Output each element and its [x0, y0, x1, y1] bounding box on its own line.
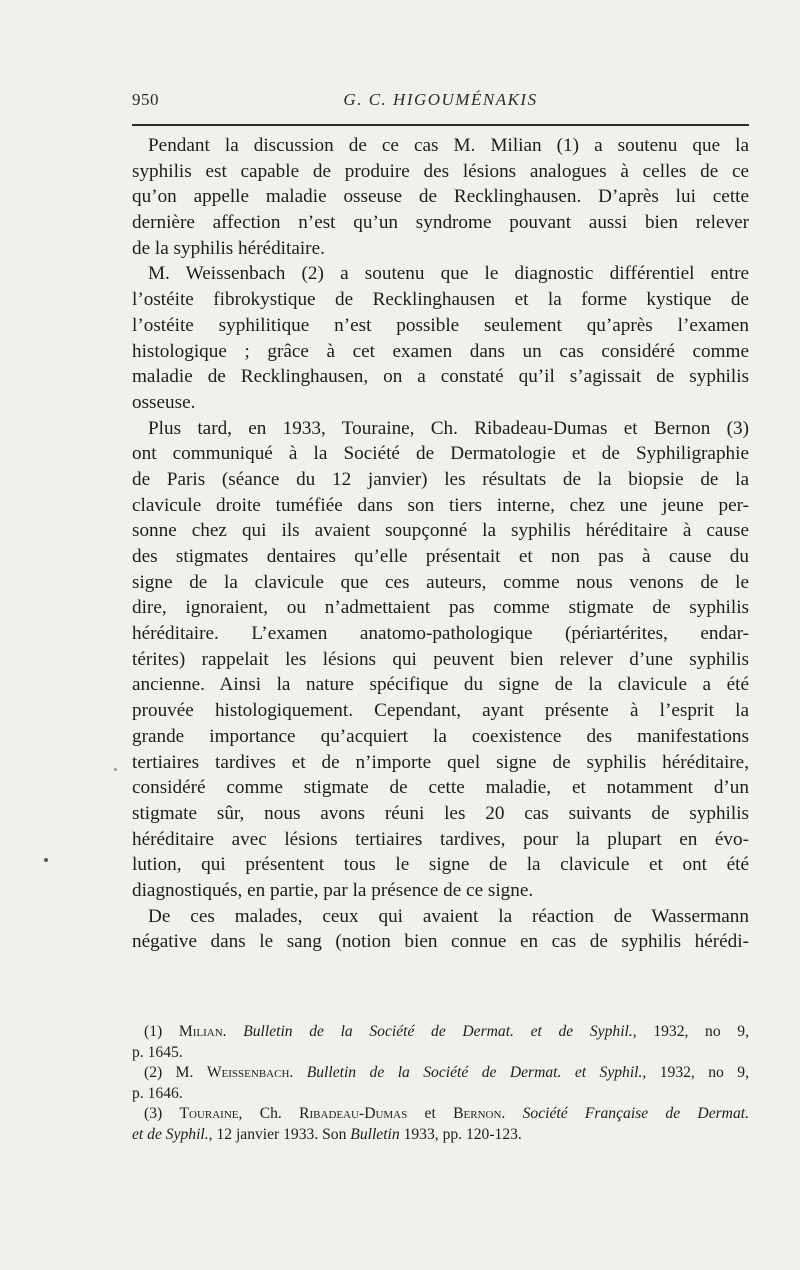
body-line: diagnostiqués, en partie, par la présence de ce signe.	[132, 879, 534, 901]
body-line: tertiaires tardives et de n’importe quel signe de syphilis héréditaire,	[132, 751, 749, 773]
footnote-details: et	[424, 1105, 436, 1122]
body-line: Pendant la discussion de ce cas M. Milian (1) a soutenu que la	[148, 135, 749, 156]
footnote-title: Bulletin de la Société de Dermat. et Syphil.	[306, 1064, 643, 1081]
running-head: G. C. HIGOUMÉNAKIS	[343, 90, 538, 109]
body-line: Plus tard, en 1933, Touraine, Ch. Ribadeau-Dumas et Bernon (3)	[148, 417, 749, 439]
body-line: héréditaire. L’examen anatomo-pathologique (périartérites, endar-	[132, 623, 749, 645]
body-line: histologique ; grâce à cet examen dans un cas considéré comme	[132, 340, 749, 362]
body-line: clavicule droite tuméfiée dans son tiers interne, chez une jeune per-	[132, 494, 749, 516]
body-line: négative dans le sang (notion bien connue en cas de syphilis hérédi-	[132, 931, 749, 953]
footnote-details: 1933, pp. 120-123.	[403, 1125, 522, 1143]
body-line: lution, qui présentent tous le signe de la clavicule et ont été	[132, 854, 749, 876]
body-line: sonne chez qui ils avaient soupçonné la syphilis héréditaire à cause	[132, 520, 749, 542]
footnote-title: Bulletin	[350, 1125, 400, 1143]
print-speck	[44, 858, 48, 862]
footnote-details: , Ch.	[238, 1105, 282, 1122]
body-line: de Paris (séance du 12 janvier) les résultats de la biopsie de la	[132, 468, 749, 490]
body-line: M. Weissenbach (2) a soutenu que le diagnostic différentiel entre	[148, 263, 749, 285]
body-line: syphilis est capable de produire des lésions analogues à celles de ce	[132, 160, 749, 182]
footnote-title: Bulletin de la Société de Dermat. et de Syphil.	[243, 1023, 633, 1040]
body-line: dire, ignoraient, ou n’admettaient pas comme stigmate de syphilis	[132, 597, 749, 619]
body-line: grande importance qu’acquiert la coexistence des manifestations	[132, 725, 749, 747]
body-line: dernière affection n’est qu’un syndrome pouvant aussi bien relever	[132, 212, 749, 234]
body-text	[132, 133, 749, 955]
body-line: considéré comme stigmate de cette maladie, et notamment d’un	[132, 777, 749, 799]
footnote-title: Société Française de Dermat.	[522, 1105, 749, 1122]
footnote-3	[132, 1104, 749, 1125]
footnote-author: Milian.	[178, 1023, 227, 1040]
body-line: ont communiqué à la Société de Dermatologie et de Syphiligraphie	[132, 443, 749, 465]
footnote-author: Bernon.	[453, 1105, 506, 1122]
footnote-1-pages: p. 1645.	[132, 1043, 183, 1061]
footnote-2	[132, 1063, 749, 1084]
body-line: maladie de Recklinghausen, on a constaté qu’il s’agissait de syphilis	[132, 366, 749, 388]
footnote-number: (2) M.	[144, 1064, 194, 1081]
footnote-2-pages: p. 1646.	[132, 1084, 183, 1102]
footnotes	[132, 1022, 749, 1145]
body-line: héréditaire avec lésions tertiaires tardives, pour la plupart en évo-	[132, 828, 749, 850]
footnote-author: Weissenbach.	[206, 1064, 294, 1081]
body-line: qu’on appelle maladie osseuse de Recklinghausen. D’après lui cette	[132, 186, 749, 208]
footnote-details: , 1932, no 9,	[632, 1023, 749, 1040]
body-line: de la syphilis héréditaire.	[132, 237, 325, 259]
footnote-details: , 1932, no 9,	[642, 1064, 749, 1081]
footnote-title: et de Syphil.	[132, 1125, 209, 1143]
print-speck	[114, 768, 117, 771]
body-line: signe de la clavicule que ces auteurs, comme nous venons de le	[132, 571, 749, 593]
footnote-3-cont	[132, 1125, 749, 1146]
body-line: prouvée histologiquement. Cependant, ayant présente à l’esprit la	[132, 700, 749, 722]
body-line: l’ostéite syphilitique n’est possible seulement qu’après l’examen	[132, 314, 749, 336]
footnote-number: (1)	[144, 1023, 163, 1040]
footnote-number: (3)	[144, 1105, 163, 1122]
body-line: osseuse.	[132, 391, 196, 413]
body-line: térites) rappelait les lésions qui peuvent bien relever d’une syphilis	[132, 648, 749, 670]
footnote-author: Ribadeau-Dumas	[299, 1105, 408, 1122]
body-line: stigmate sûr, nous avons réuni les 20 cas suivants de syphilis	[132, 802, 749, 824]
header-rule	[132, 124, 749, 126]
page-number: 950	[132, 90, 159, 109]
body-line: ancienne. Ainsi la nature spécifique du signe de la clavicule a été	[132, 674, 749, 696]
footnote-details: , 12 janvier 1933. Son	[208, 1125, 347, 1143]
body-line: des stigmates dentaires qu’elle présentait et non pas à cause du	[132, 546, 749, 567]
footnote-author: Touraine	[179, 1105, 239, 1122]
page-header	[132, 90, 749, 118]
body-line: De ces malades, ceux qui avaient la réaction de Wassermann	[148, 905, 749, 927]
footnote-1	[132, 1022, 749, 1043]
body-line: l’ostéite fibrokystique de Recklinghausen et la forme kystique de	[132, 289, 749, 311]
